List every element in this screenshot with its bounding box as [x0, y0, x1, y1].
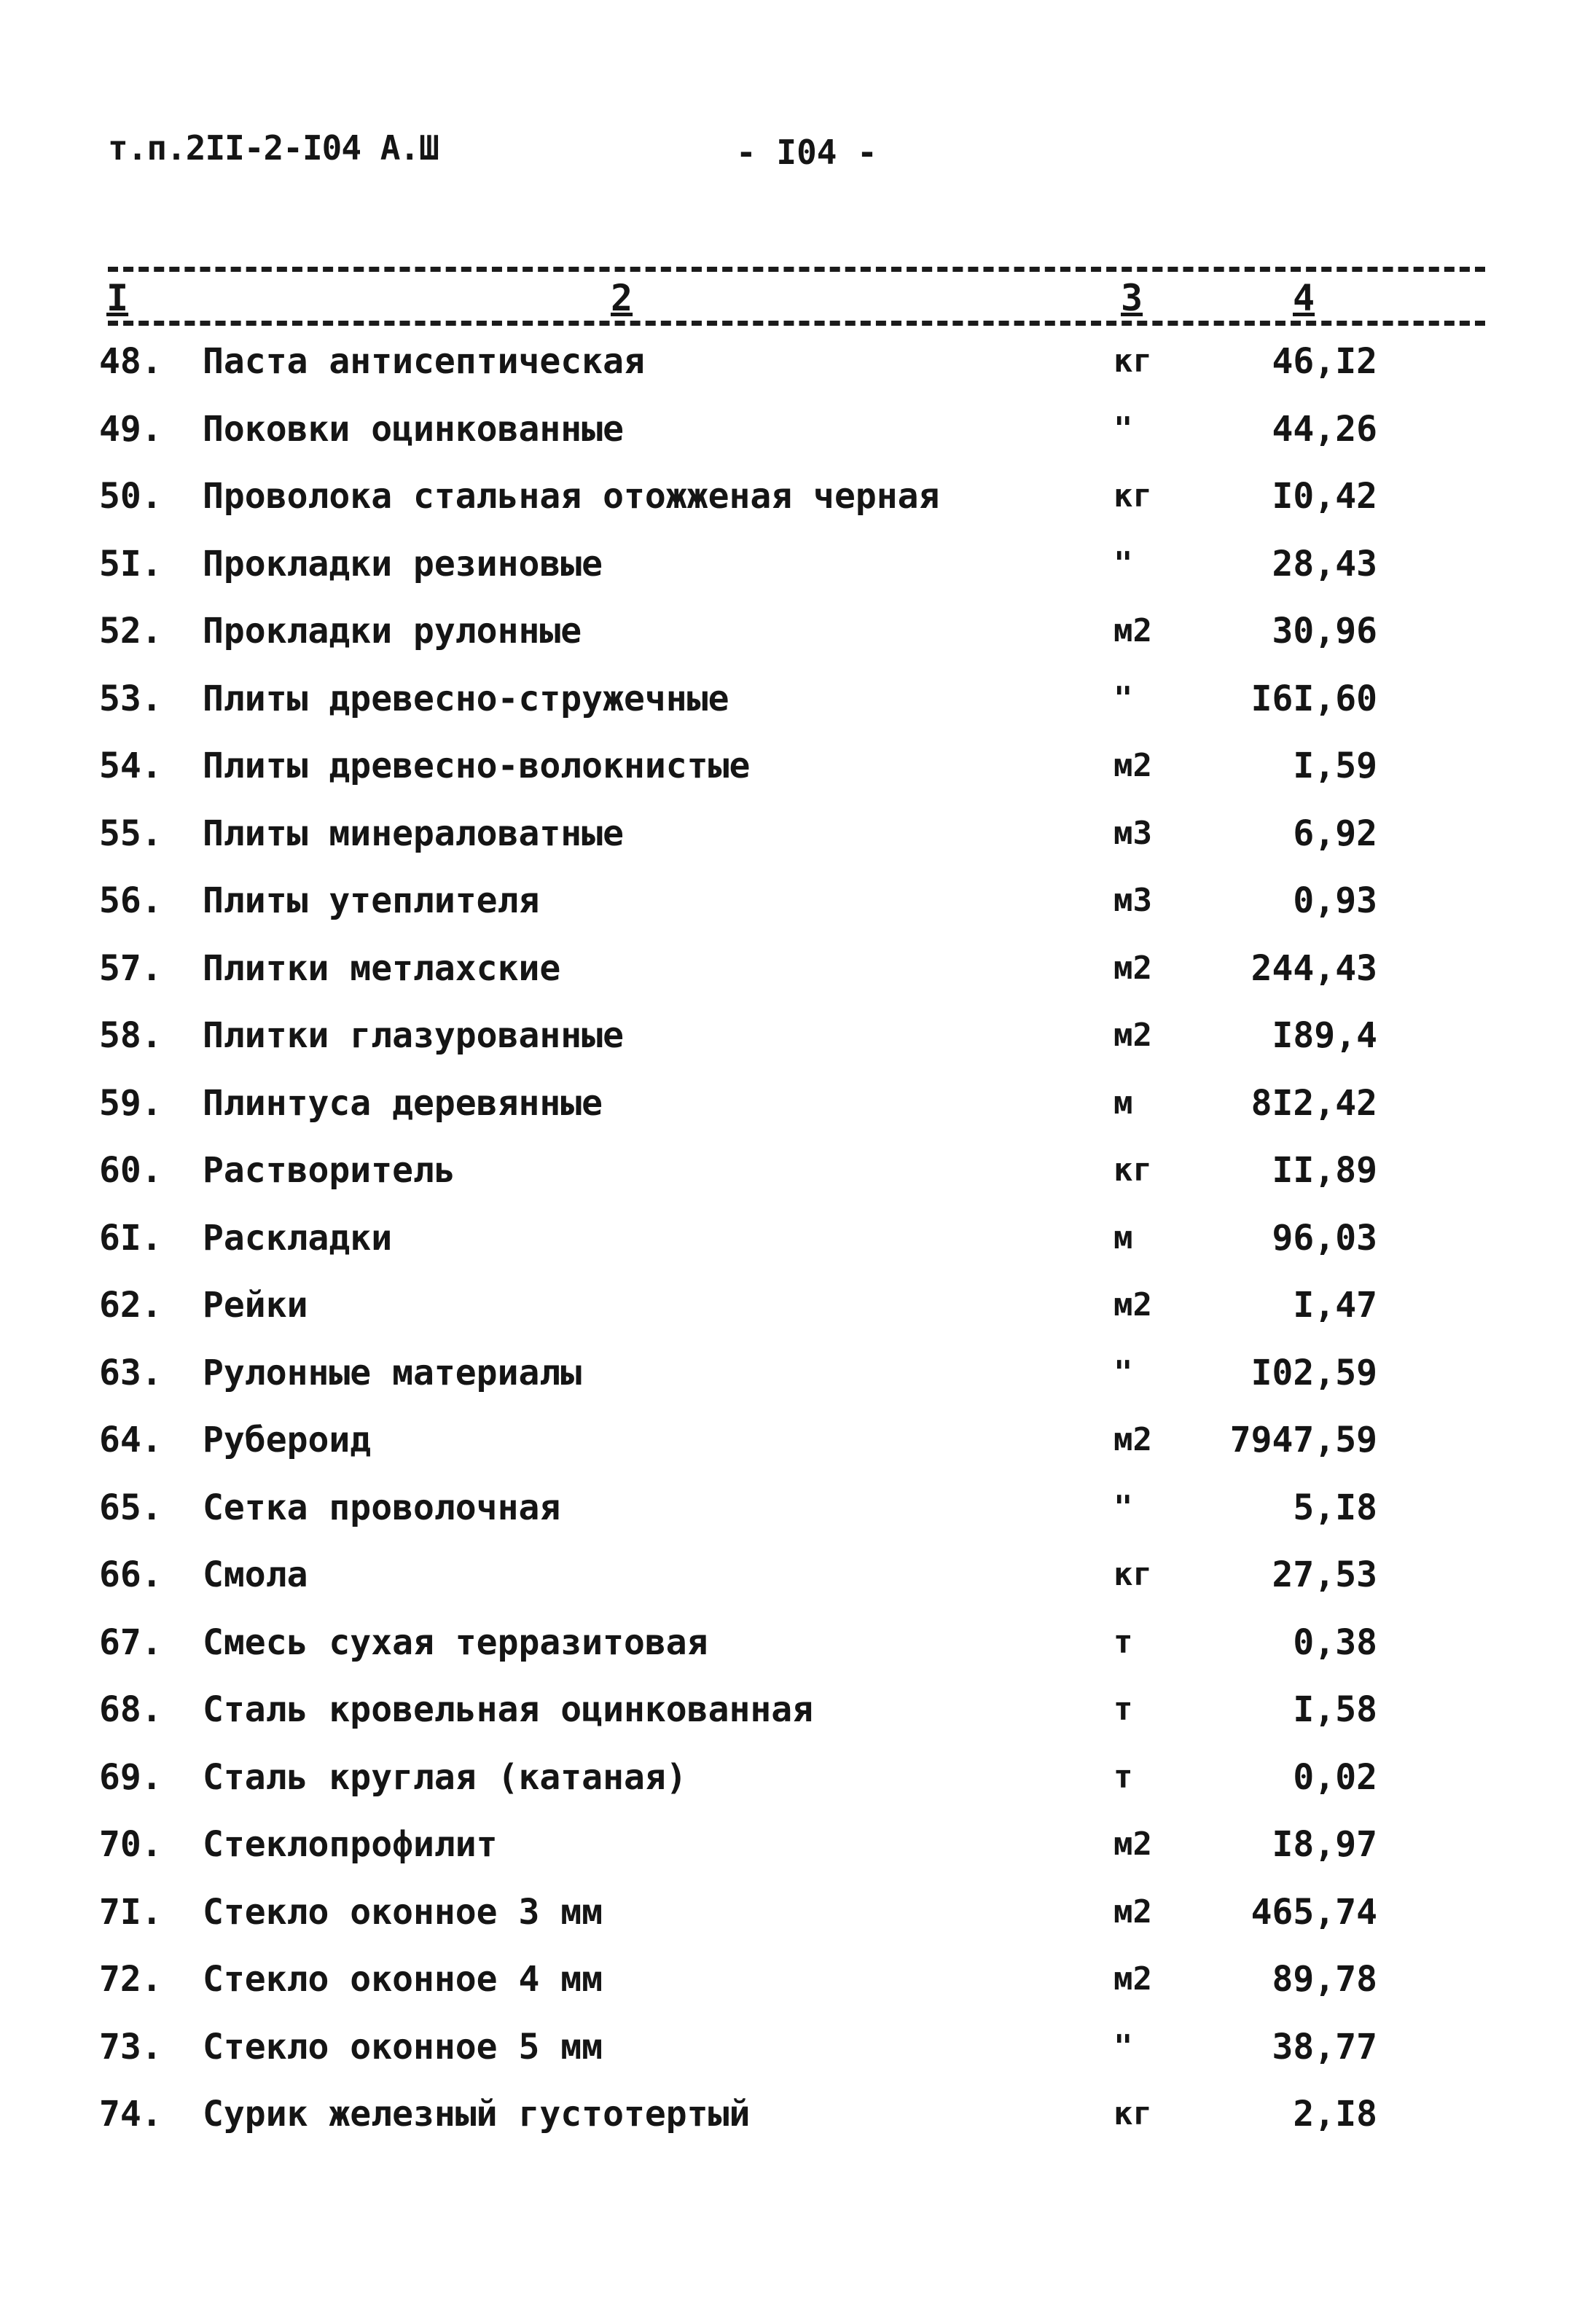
material-name: Сталь круглая (катаная)	[203, 1756, 687, 1798]
material-name: Плитки метлахские	[203, 947, 561, 989]
material-name: Сталь кровельная оцинкованная	[203, 1689, 814, 1730]
row-number: 59.	[99, 1082, 163, 1124]
material-name: Рубероид	[203, 1420, 372, 1460]
row-number: 67.	[99, 1621, 163, 1663]
row-number: 73.	[99, 2026, 163, 2067]
table-row	[0, 1411, 1593, 1479]
materials-table	[0, 332, 1593, 2153]
unit-of-measure: м2	[1113, 1421, 1152, 1458]
quantity-value: 44,26	[1272, 408, 1377, 450]
table-row	[0, 1748, 1593, 1816]
table-row	[0, 1209, 1593, 1277]
row-number: 7I.	[99, 1891, 163, 1933]
unit-of-measure: кг	[1113, 1151, 1152, 1189]
material-name: Стекло оконное 3 мм	[203, 1891, 603, 1933]
unit-of-measure: кг	[1113, 343, 1152, 380]
table-row	[0, 1613, 1593, 1681]
row-number: 53.	[99, 678, 163, 719]
material-name: Рейки	[203, 1285, 308, 1326]
table-row	[0, 1681, 1593, 1748]
unit-of-measure: кг	[1113, 477, 1152, 515]
row-number: 70.	[99, 1824, 163, 1865]
table-row	[0, 939, 1593, 1007]
quantity-value: 465,74	[1250, 1891, 1377, 1933]
column-header-3: 3	[1121, 277, 1143, 319]
material-name: Стекло оконное 5 мм	[203, 2026, 603, 2067]
quantity-value: I,59	[1293, 746, 1377, 786]
quantity-value: I6I,60	[1250, 678, 1377, 719]
table-row	[0, 332, 1593, 400]
row-number: 74.	[99, 2094, 163, 2135]
material-name: Рулонные материалы	[203, 1352, 582, 1393]
row-number: 69.	[99, 1756, 163, 1798]
unit-of-measure: кг	[1113, 2095, 1152, 2132]
table-row	[0, 737, 1593, 805]
material-name: Плиты древесно-стружечные	[203, 678, 729, 719]
row-number: 63.	[99, 1352, 163, 1393]
unit-of-measure: м2	[1113, 1017, 1152, 1054]
row-number: 62.	[99, 1285, 163, 1326]
table-row	[0, 1815, 1593, 1883]
quantity-value: 2,I8	[1293, 2094, 1377, 2135]
table-row	[0, 1006, 1593, 1074]
table-row	[0, 1883, 1593, 1951]
table-row	[0, 805, 1593, 872]
material-name: Плиты древесно-волокнистые	[203, 746, 751, 786]
table-row	[0, 2085, 1593, 2153]
page-number: - I04 -	[736, 133, 877, 172]
unit-of-measure: т	[1113, 1758, 1133, 1796]
unit-of-measure: м2	[1113, 949, 1152, 987]
unit-of-measure: м2	[1113, 612, 1152, 649]
unit-of-measure: м2	[1113, 747, 1152, 784]
quantity-value: 6,92	[1293, 813, 1377, 854]
quantity-value: 96,03	[1272, 1217, 1377, 1259]
unit-of-measure: т	[1113, 1691, 1133, 1728]
table-row	[0, 1950, 1593, 2018]
row-number: 6I.	[99, 1217, 163, 1259]
material-name: Поковки оцинкованные	[203, 408, 624, 450]
quantity-value: I8,97	[1272, 1824, 1377, 1865]
column-header-1: I	[106, 277, 129, 319]
quantity-value: 27,53	[1272, 1554, 1377, 1595]
unit-of-measure: м3	[1113, 814, 1152, 852]
row-number: 54.	[99, 746, 163, 786]
material-name: Прокладки резиновые	[203, 543, 603, 584]
unit-of-measure: м3	[1113, 882, 1152, 919]
table-row	[0, 535, 1593, 603]
unit-of-measure: м2	[1113, 1960, 1152, 1998]
row-number: 64.	[99, 1420, 163, 1460]
quantity-value: 0,02	[1293, 1756, 1377, 1798]
unit-of-measure: "	[1113, 1353, 1133, 1391]
material-name: Плинтуса деревянные	[203, 1082, 603, 1124]
quantity-value: II,89	[1272, 1150, 1377, 1191]
material-name: Раскладки	[203, 1217, 393, 1259]
material-name: Сурик железный густотертый	[203, 2094, 751, 2135]
row-number: 60.	[99, 1150, 163, 1191]
row-number: 65.	[99, 1487, 163, 1528]
unit-of-measure: м2	[1113, 1826, 1152, 1863]
material-name: Плиты минераловатные	[203, 813, 624, 854]
unit-of-measure: м	[1113, 1084, 1133, 1122]
quantity-value: 46,I2	[1272, 341, 1377, 382]
row-number: 49.	[99, 408, 163, 450]
material-name: Проволока стальная отожженая черная	[203, 476, 940, 517]
column-header-4: 4	[1293, 277, 1315, 319]
quantity-value: 28,43	[1272, 543, 1377, 584]
material-name: Плитки глазурованные	[203, 1015, 624, 1056]
row-number: 55.	[99, 813, 163, 854]
material-name: Плиты утеплителя	[203, 880, 540, 921]
material-name: Стеклопрофилит	[203, 1824, 498, 1865]
material-name: Смесь сухая терразитовая	[203, 1621, 708, 1663]
row-number: 58.	[99, 1015, 163, 1056]
material-name: Паста антисептическая	[203, 341, 645, 382]
unit-of-measure: кг	[1113, 1556, 1152, 1593]
table-row	[0, 1546, 1593, 1613]
table-row	[0, 467, 1593, 535]
table-row	[0, 872, 1593, 939]
quantity-value: 38,77	[1272, 2026, 1377, 2067]
quantity-value: 8I2,42	[1250, 1082, 1377, 1124]
material-name: Смола	[203, 1554, 308, 1595]
row-number: 72.	[99, 1959, 163, 2000]
quantity-value: 89,78	[1272, 1959, 1377, 2000]
row-number: 66.	[99, 1554, 163, 1595]
quantity-value: 244,43	[1250, 947, 1377, 989]
unit-of-measure: "	[1113, 679, 1133, 717]
quantity-value: 0,93	[1293, 880, 1377, 921]
row-number: 56.	[99, 880, 163, 921]
material-name: Прокладки рулонные	[203, 611, 582, 652]
quantity-value: I89,4	[1272, 1015, 1377, 1056]
document-code: т.п.2II-2-I04 А.Ш	[108, 128, 439, 168]
table-row	[0, 1074, 1593, 1142]
quantity-value: I02,59	[1250, 1352, 1377, 1393]
material-name: Стекло оконное 4 мм	[203, 1959, 603, 2000]
material-name: Сетка проволочная	[203, 1487, 561, 1528]
quantity-value: I0,42	[1272, 476, 1377, 517]
quantity-value: 7947,59	[1229, 1420, 1377, 1460]
table-row	[0, 602, 1593, 670]
unit-of-measure: "	[1113, 544, 1133, 582]
table-row	[0, 1276, 1593, 1344]
row-number: 50.	[99, 476, 163, 517]
row-number: 5I.	[99, 543, 163, 584]
table-row	[0, 400, 1593, 468]
quantity-value: 0,38	[1293, 1621, 1377, 1663]
table-row	[0, 670, 1593, 738]
row-number: 57.	[99, 947, 163, 989]
quantity-value: 30,96	[1272, 611, 1377, 652]
unit-of-measure: м2	[1113, 1893, 1152, 1930]
table-top-rule	[108, 267, 1485, 272]
table-row	[0, 2018, 1593, 2086]
table-row	[0, 1141, 1593, 1209]
quantity-value: 5,I8	[1293, 1487, 1377, 1528]
row-number: 48.	[99, 341, 163, 382]
quantity-value: I,47	[1293, 1285, 1377, 1326]
unit-of-measure: "	[1113, 1488, 1133, 1526]
column-header-2: 2	[611, 277, 633, 319]
table-header-rule	[108, 321, 1485, 326]
unit-of-measure: т	[1113, 1623, 1133, 1661]
unit-of-measure: м	[1113, 1218, 1133, 1256]
row-number: 68.	[99, 1689, 163, 1730]
quantity-value: I,58	[1293, 1689, 1377, 1730]
unit-of-measure: м2	[1113, 1286, 1152, 1323]
unit-of-measure: "	[1113, 2027, 1133, 2065]
row-number: 52.	[99, 611, 163, 652]
table-row	[0, 1344, 1593, 1412]
unit-of-measure: "	[1113, 410, 1133, 447]
material-name: Растворитель	[203, 1150, 455, 1191]
table-row	[0, 1479, 1593, 1546]
